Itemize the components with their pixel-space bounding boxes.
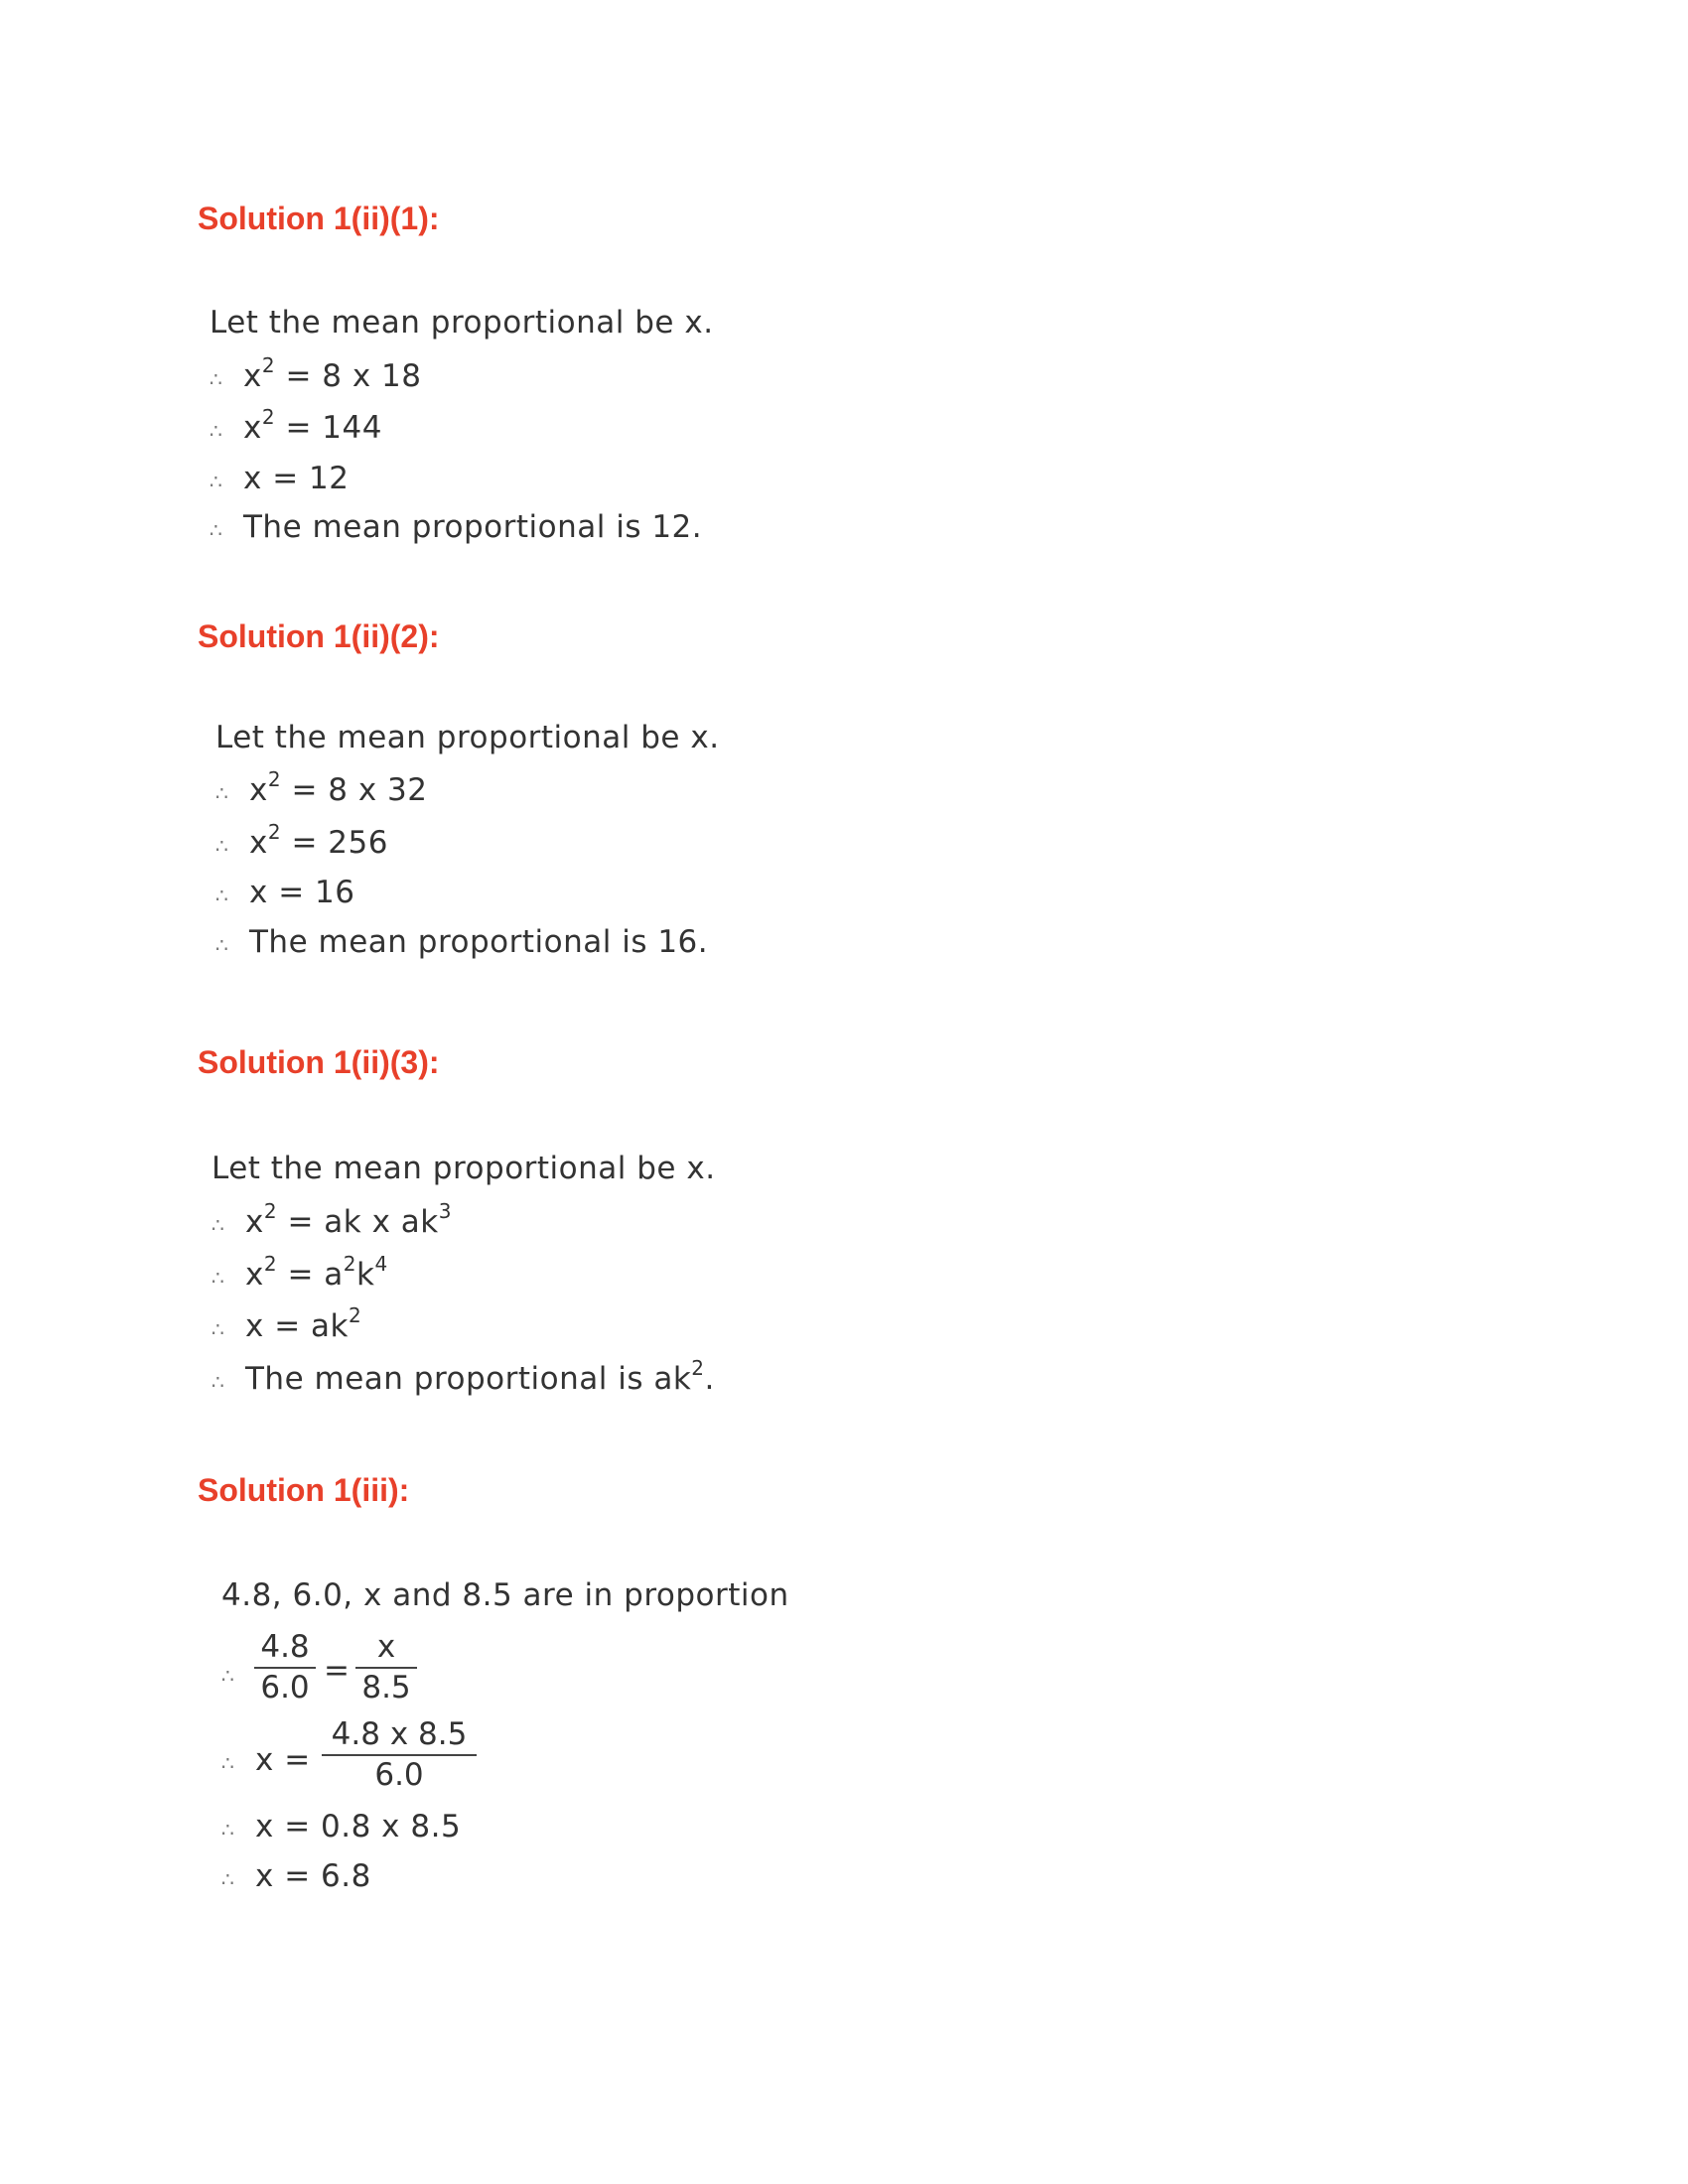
solution-line: ∴ $x^2 = 144$ (210, 405, 382, 446)
solution-line: Let the mean proportional be x. (215, 720, 720, 755)
solution-heading-1-ii-2: Solution 1(ii)(2): (198, 618, 440, 654)
solution-line: ∴ $x^2$ = ak x $ak^3$ (211, 1199, 452, 1240)
therefore-icon: ∴ (215, 781, 229, 805)
solution-conclusion: ∴ x = 6.8 (221, 1858, 371, 1894)
therefore-icon: ∴ (210, 419, 223, 443)
therefore-icon: ∴ (210, 518, 223, 542)
therefore-icon: ∴ (211, 1213, 225, 1237)
solution-heading-1-iii: Solution 1(iii): (198, 1472, 410, 1508)
solution-intro: 4.8, 6.0, x and 8.5 are in proportion (221, 1577, 789, 1613)
therefore-icon: ∴ (210, 367, 223, 391)
solution-heading-1-ii-3: Solution 1(ii)(3): (198, 1044, 440, 1080)
therefore-icon: ∴ (210, 470, 223, 493)
solution-line: ∴ x = 12 (210, 461, 350, 496)
solution-line: ∴ $x^2 = 256$ (215, 820, 388, 861)
fraction-x-over-8.5: $\frac{x}{8.5}$ (355, 1632, 417, 1704)
therefore-icon: ∴ (211, 1317, 225, 1341)
therefore-icon: ∴ (221, 1664, 235, 1688)
solution-line: ∴ x = 16 (215, 875, 355, 910)
therefore-icon: ∴ (215, 884, 229, 907)
solution-conclusion: ∴ The mean proportional is 12. (210, 509, 703, 545)
solution-line: ∴ $x = ak^2$ (211, 1303, 362, 1344)
solution-conclusion: ∴ The mean proportional is 16. (215, 924, 709, 960)
solution-line: ∴ x = (221, 1742, 311, 1778)
therefore-icon: ∴ (221, 1818, 235, 1842)
therefore-icon: ∴ (221, 1751, 235, 1775)
therefore-icon: ∴ (211, 1266, 225, 1290)
solution-heading-1-ii-1: Solution 1(ii)(1): (198, 201, 440, 236)
therefore-icon: ∴ (221, 1867, 235, 1891)
solution-line: Let the mean proportional be x. (210, 305, 714, 341)
solution-line: ∴ $x^2 = 8$ x 32 (215, 767, 428, 808)
solution-conclusion: ∴ The mean proportional is $ak^2$. (211, 1356, 715, 1397)
therefore-icon: ∴ (211, 1370, 225, 1394)
therefore-icon: ∴ (215, 933, 229, 957)
solution-line: ∴ x = 0.8 x 8.5 (221, 1809, 462, 1844)
fraction-4.8-over-6.0: $\frac{4.8}{6.0}$ (254, 1632, 316, 1704)
solution-line: ∴ $x^2 = 8$ x 18 (210, 353, 422, 394)
solution-line: Let the mean proportional be x. (211, 1151, 716, 1186)
equals-sign: = (324, 1653, 351, 1689)
therefore-icon: ∴ (215, 834, 229, 858)
solution-line: ∴ $x^2 = a^2k^4$ (211, 1252, 388, 1293)
fraction-product-over-6.0: $\frac{4.8 x 8.5}{6.0}$ (322, 1719, 477, 1791)
